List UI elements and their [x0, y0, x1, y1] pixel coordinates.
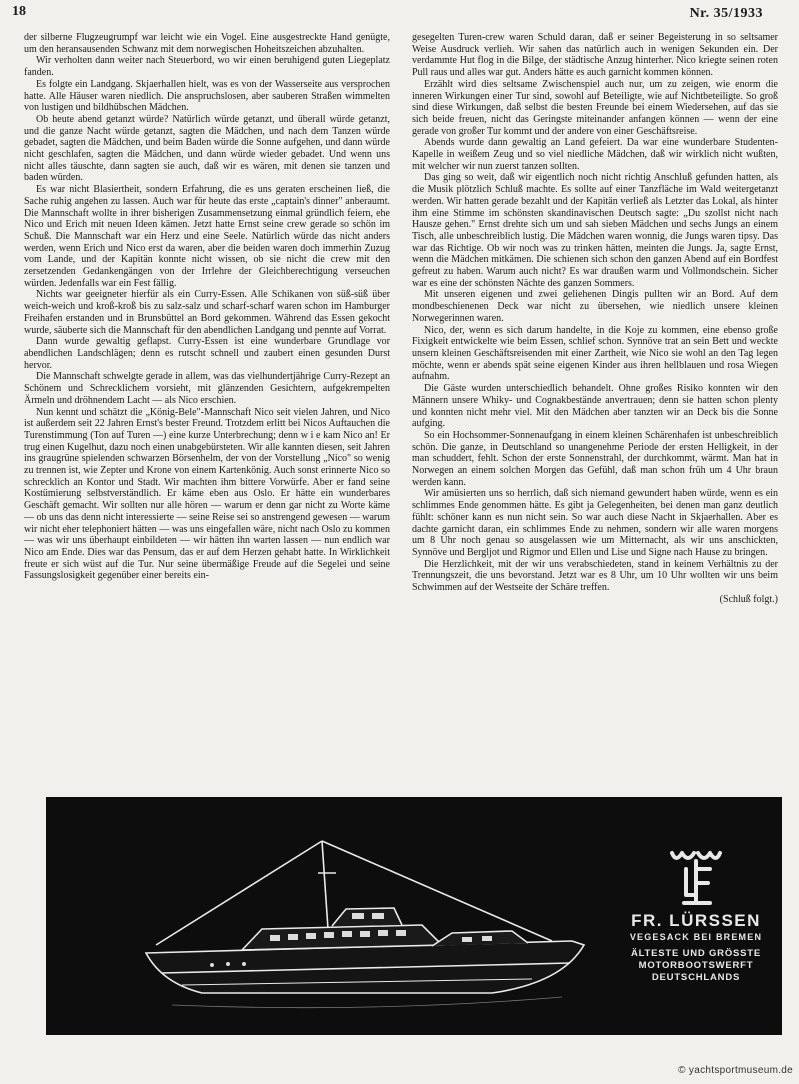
- left-text-column: [24, 32, 390, 772]
- paragraph: Die Mannschaft schwelgte gerade in allem, was das vielhundertjährige Curry-Rezept an Schönem und Schrecklichem vorsieht, mit glänzenden Gesichtern, aufgekrempelten Ärmeln und dröhnendem Lacht — als Nico erschien.: [24, 371, 390, 406]
- right-text-column: [412, 32, 778, 772]
- paragraph: Das ging so weit, daß wir eigentlich noch nicht richtig Anschluß gefunden hatten, als die Musik plötzlich Schluß machte. Es sollte auf einer Tanzfläche im Wald weitergetanzt werden. Wir hatten gerade bezahlt und der Kapitän verließ als Letzter das Lokal, als hinter ihm eine Stimme im schönsten skandinavischen Deutsch sagte: „Du szollst nicht nach Hausze gehen." Ernst drehte sich um und sah sieben Mädchen und sechs Jungs an einem Tisch, alle unbeschreiblich lustig. Die Mädchen waren wonnig, die Jungs waren tipsy. Das war das Richtige. Ob wir noch was zu trinken hätten, meinten die Jungs. Ja, sagte Ernst, wenn die Mädchen mitkämen. Die schienen sich schon den ganzen Abend auf ein Bordfest gefreut zu haben. Warum auch nicht? Es war draußen warm und Vollmondschein. Sicher war es eine der schönsten Nächte des ganzen Sommers.: [412, 172, 778, 289]
- luerssen-logo-emblem: [666, 847, 726, 905]
- paragraph: Abends wurde dann gewaltig an Land gefeiert. Da war eine wunderbare Studenten-Kapelle in weißem Zeug und so viel niedliche Mädchen, daß wir wirklich nicht wußten, mit welcher wir nun zuerst tanzen sollten.: [412, 137, 778, 172]
- issue-number: Nr. 35/1933: [689, 6, 763, 21]
- paragraph: der silberne Flugzeugrumpf war leicht wie ein Vogel. Eine ausgestreckte Hand genügte, um den heransausenden Schwanz mit dem norwegischen Hoheitszeichen abzuhalten.: [24, 32, 390, 55]
- paragraph: Wir verholten dann weiter nach Steuerbord, wo wir einen beruhigend guten Liegeplatz fanden.: [24, 55, 390, 79]
- brand-block: [626, 847, 766, 984]
- paragraph: Wir amüsierten uns so herrlich, daß sich niemand gewundert haben würde, wenn es ein schlimmes Ende genommen hätte. Es gibt ja Gelegenheiten, bei denen man ganz deutlich fühlt: schöner kann es nun nicht sein. So war auch diese Nacht in Skjaerhallen. Aber es dachte garnicht daran, ein schlimmes Ende zu nehmen, sondern wir alle waren morgens um 8 Uhr noch genau so ausgelassen wie um Mitternacht, als wir uns anschickten, Synnöve und Bergljot und Rigmor und Ellen und Lise und Signe nach Hause zu bringen.: [412, 488, 778, 558]
- paragraph: Nun kennt und schätzt die „König-Bele"-Mannschaft Nico seit vielen Jahren, und Nico ist außerdem seit 22 Jahren Ernst's bester Freund. Trotzdem erlitt bei Nicos Auftauchen die Turenstimmung (Ton auf Turen —) eine kurze Unterbrechung; denn w i e kam Nico an! Er trug einen Kugelhut, dazu noch einen unabgebürsteten. Wir alle kannten diesen, seit Jahren ins graugrüne spielenden schwarzen Börsenhelm, der von der Vorstellung „Nico" so wenig zu trennen ist, wie Zepter und Krone von einem Kartenkönig. Auch sonst erinnerte Nico so schrecklich an Kontor und Stadt. Wir machten ihm bittere Vorwürfe. Aber er fand seine Kostümierung selbstverständlich. Er käme eben aus Oslo. Er hätte ein wunderbares Geschäft gemacht. Wir sollten nur alle hören — warum er denn gar nicht zu Worte käme — ob uns das denn nicht interessierte — seine Reise sei so anstrengend gewesen — warum wir nicht eher telephoniert hätten — was uns eingefallen wäre, nicht nach Oslo zu kommen — was wir uns überhaupt einbildeten — wir hätten ihn warten lassen — nun endlich war Nico am Ende. Dies war das Pensum, das er auf dem Herzen gehabt hatte. In Wirklichkeit freute er sich wüst auf die Tur. Nur seine übermäßige Freude auf die Segelei und seine Fassungslosigkeit gegenüber einer bereits ein-: [24, 406, 390, 582]
- paragraph: Die Gäste wurden unterschiedlich behandelt. Ohne großes Risiko konnten wir den Männern unsere Whiky- und Cognakbestände anvertrauen; denn sie hatten schon plenty und konnten nicht mehr viel. Mit den Mädchen aber tanzten wir an Deck bis die Sonne aufging.: [412, 383, 778, 430]
- motor-yacht-illustration: [132, 833, 602, 1023]
- watermark: © yachtsportmuseum.de: [678, 1065, 793, 1076]
- paragraph: Die Herzlichkeit, mit der wir uns verabschiedeten, stand in keinem Verhältnis zu der Trennungszeit, die uns bevorstand. Jetzt war es 8 Uhr, um 10 Uhr wollten wir uns beim Schwimmen auf der Westseite der Schäre treffen.: [412, 558, 778, 594]
- tagline-line: ÄLTESTE UND GRÖSSTE: [630, 948, 762, 959]
- brand-location: VEGESACK BEI BREMEN: [629, 932, 763, 942]
- page-number: 18: [12, 4, 26, 19]
- continuation-note: (Schluß folgt.): [719, 593, 778, 605]
- paragraph: So ein Hochsommer-Sonnenaufgang in einem kleinen Schärenhafen ist unbeschreiblich schön. Die ganze, in Deutschland so unangenehme Periode der ersten Helligkeit, in der man schuddert, fehlt. Schon der erste Sonnenstrahl, der durchkommt, wärmt. Man hat in Norwegen an einem solchen Morgen das Gefühl, daß man schon früh um 4 Uhr braun werden kann.: [412, 429, 778, 488]
- paragraph: Erzählt wird dies seltsame Zwischenspiel auch nur, um zu zeigen, wie enorm die inneren Wirkungen einer Tur sind, sowohl auf Beteiligte, wie auf Nichtbeteiligte. So groß sind diese Wirkungen, daß selbst die besten Freunde bei einem Wiedersehen, auf das sie sich beide freuen, nicht das Geringste miteinander anfangen können — wenn der eine gerade von großer Tur kommt und der andere von einer Geschäftsreise.: [412, 78, 778, 137]
- brand-name: FR. LÜRSSEN: [631, 911, 761, 930]
- paragraph: Nichts war geeigneter hierfür als ein Curry-Essen. Alle Schikanen von süß-süß über weich-weich und kroß-kroß bis zu salz-salz und scharf-scharf waren schon im Hamburger Freihafen erstanden und in Brunsbüttel an Bord gekommen. Während das Essen gekocht wurde, säuberte sich die Mannschaft für den abendlichen Landgang und pennte auf Vorrat.: [24, 289, 390, 336]
- paragraph: Dann wurde gewaltig geflapst. Curry-Essen ist eine wunderbare Grundlage vor abendlichen Landschlägen; denn es rutscht schnell und zaubert einen gesunden Durst hervor.: [24, 336, 390, 371]
- tagline-line: DEUTSCHLANDS: [651, 972, 741, 983]
- advertisement: [46, 797, 782, 1035]
- paragraph: Mit unseren eigenen und zwei geliehenen Dingis pullten wir an Bord. Auf dem mondbeschienenen Deck war nicht zu übersehen, wie niedlich unsere kleinen Norwegerinnen waren.: [412, 289, 778, 324]
- tagline-line: MOTORBOOTSWERFT: [638, 960, 754, 971]
- paragraph: Ob heute abend getanzt würde? Natürlich würde getanzt, und überall würde getanzt, und die ganze Nacht würde getanzt, sagten die Mädchen, und nach dem Tanzen würde gebadet, sagten die Mädchen, und beim Baden würde die Sonne aufgehen, und dann würde nicht geschlafen, sagten die Mädchen, und dann würde wieder gebadet. Und wenn uns nicht alles täuschte, dann sagten sie auch, daß wir es wären, mit denen sie tanzen und baden würden.: [24, 113, 390, 184]
- paragraph: Es war nicht Blasiertheit, sondern Erfahrung, die es uns geraten erscheinen ließ, die Sache ruhig angehen zu lassen. Auch war für heute das erste „captain's dinner" anberaumt. Die Mannschaft wollte in ihrer bisherigen Zusammensetzung einmal gründlich feiern, ehe Nico und Erich mit neuen Ideen kämen. Jetzt hatte Ernst seine crew gerade so schön im Schuß. Die Mannschaft war ein Herz und eine Seele. Natürlich würde das nicht anders werden, wenn Erich und Nico erst da waren, aber die beiden waren doch immerhin Zuzug vom Lande, und der Kapitän konnte nicht wissen, ob sie nicht die crew mit den zersetzenden Gedankengängen von der Irrlehre der Gleichberechtigung verseuchen würden. Jedenfalls war ein Fest fällig.: [24, 184, 390, 289]
- paragraph: Nico, der, wenn es sich darum handelte, in die Koje zu kommen, eine ebenso große Fixigkeit entwickelte wie beim Essen, schlief schon. Synnöve trat an sein Bett und weckte unsern kleinen Geschäftsreisenden mit einer Zartheit, wie Nico sie wohl an den Tag legen möchte, wenn er abends spät seine eigenen Kinder aus ihren hellblauen und rosa Wiegen aufnahm.: [412, 324, 778, 383]
- paragraph: gesegelten Turen-crew waren Schuld daran, daß er seiner Begeisterung in so seltsamer Weise Ausdruck verlieh. Wir sahen das natürlich auch in wenigen Sekunden ein. Der verdammte Hut flog in die Bilge, der städtische Anzug hinterher. Nico kriegte seinen roten Pull raus und alles war gut. Anders hätte es auch garnicht kommen können.: [412, 32, 778, 79]
- paragraph: Es folgte ein Landgang. Skjaerhallen hielt, was es von der Wasserseite aus versprochen hatte. Alle Häuser waren niedlich. Die anspruchslosen, aber sauberen Straßen wimmelten von lustigen und bildhübschen Mädchen.: [24, 78, 390, 114]
